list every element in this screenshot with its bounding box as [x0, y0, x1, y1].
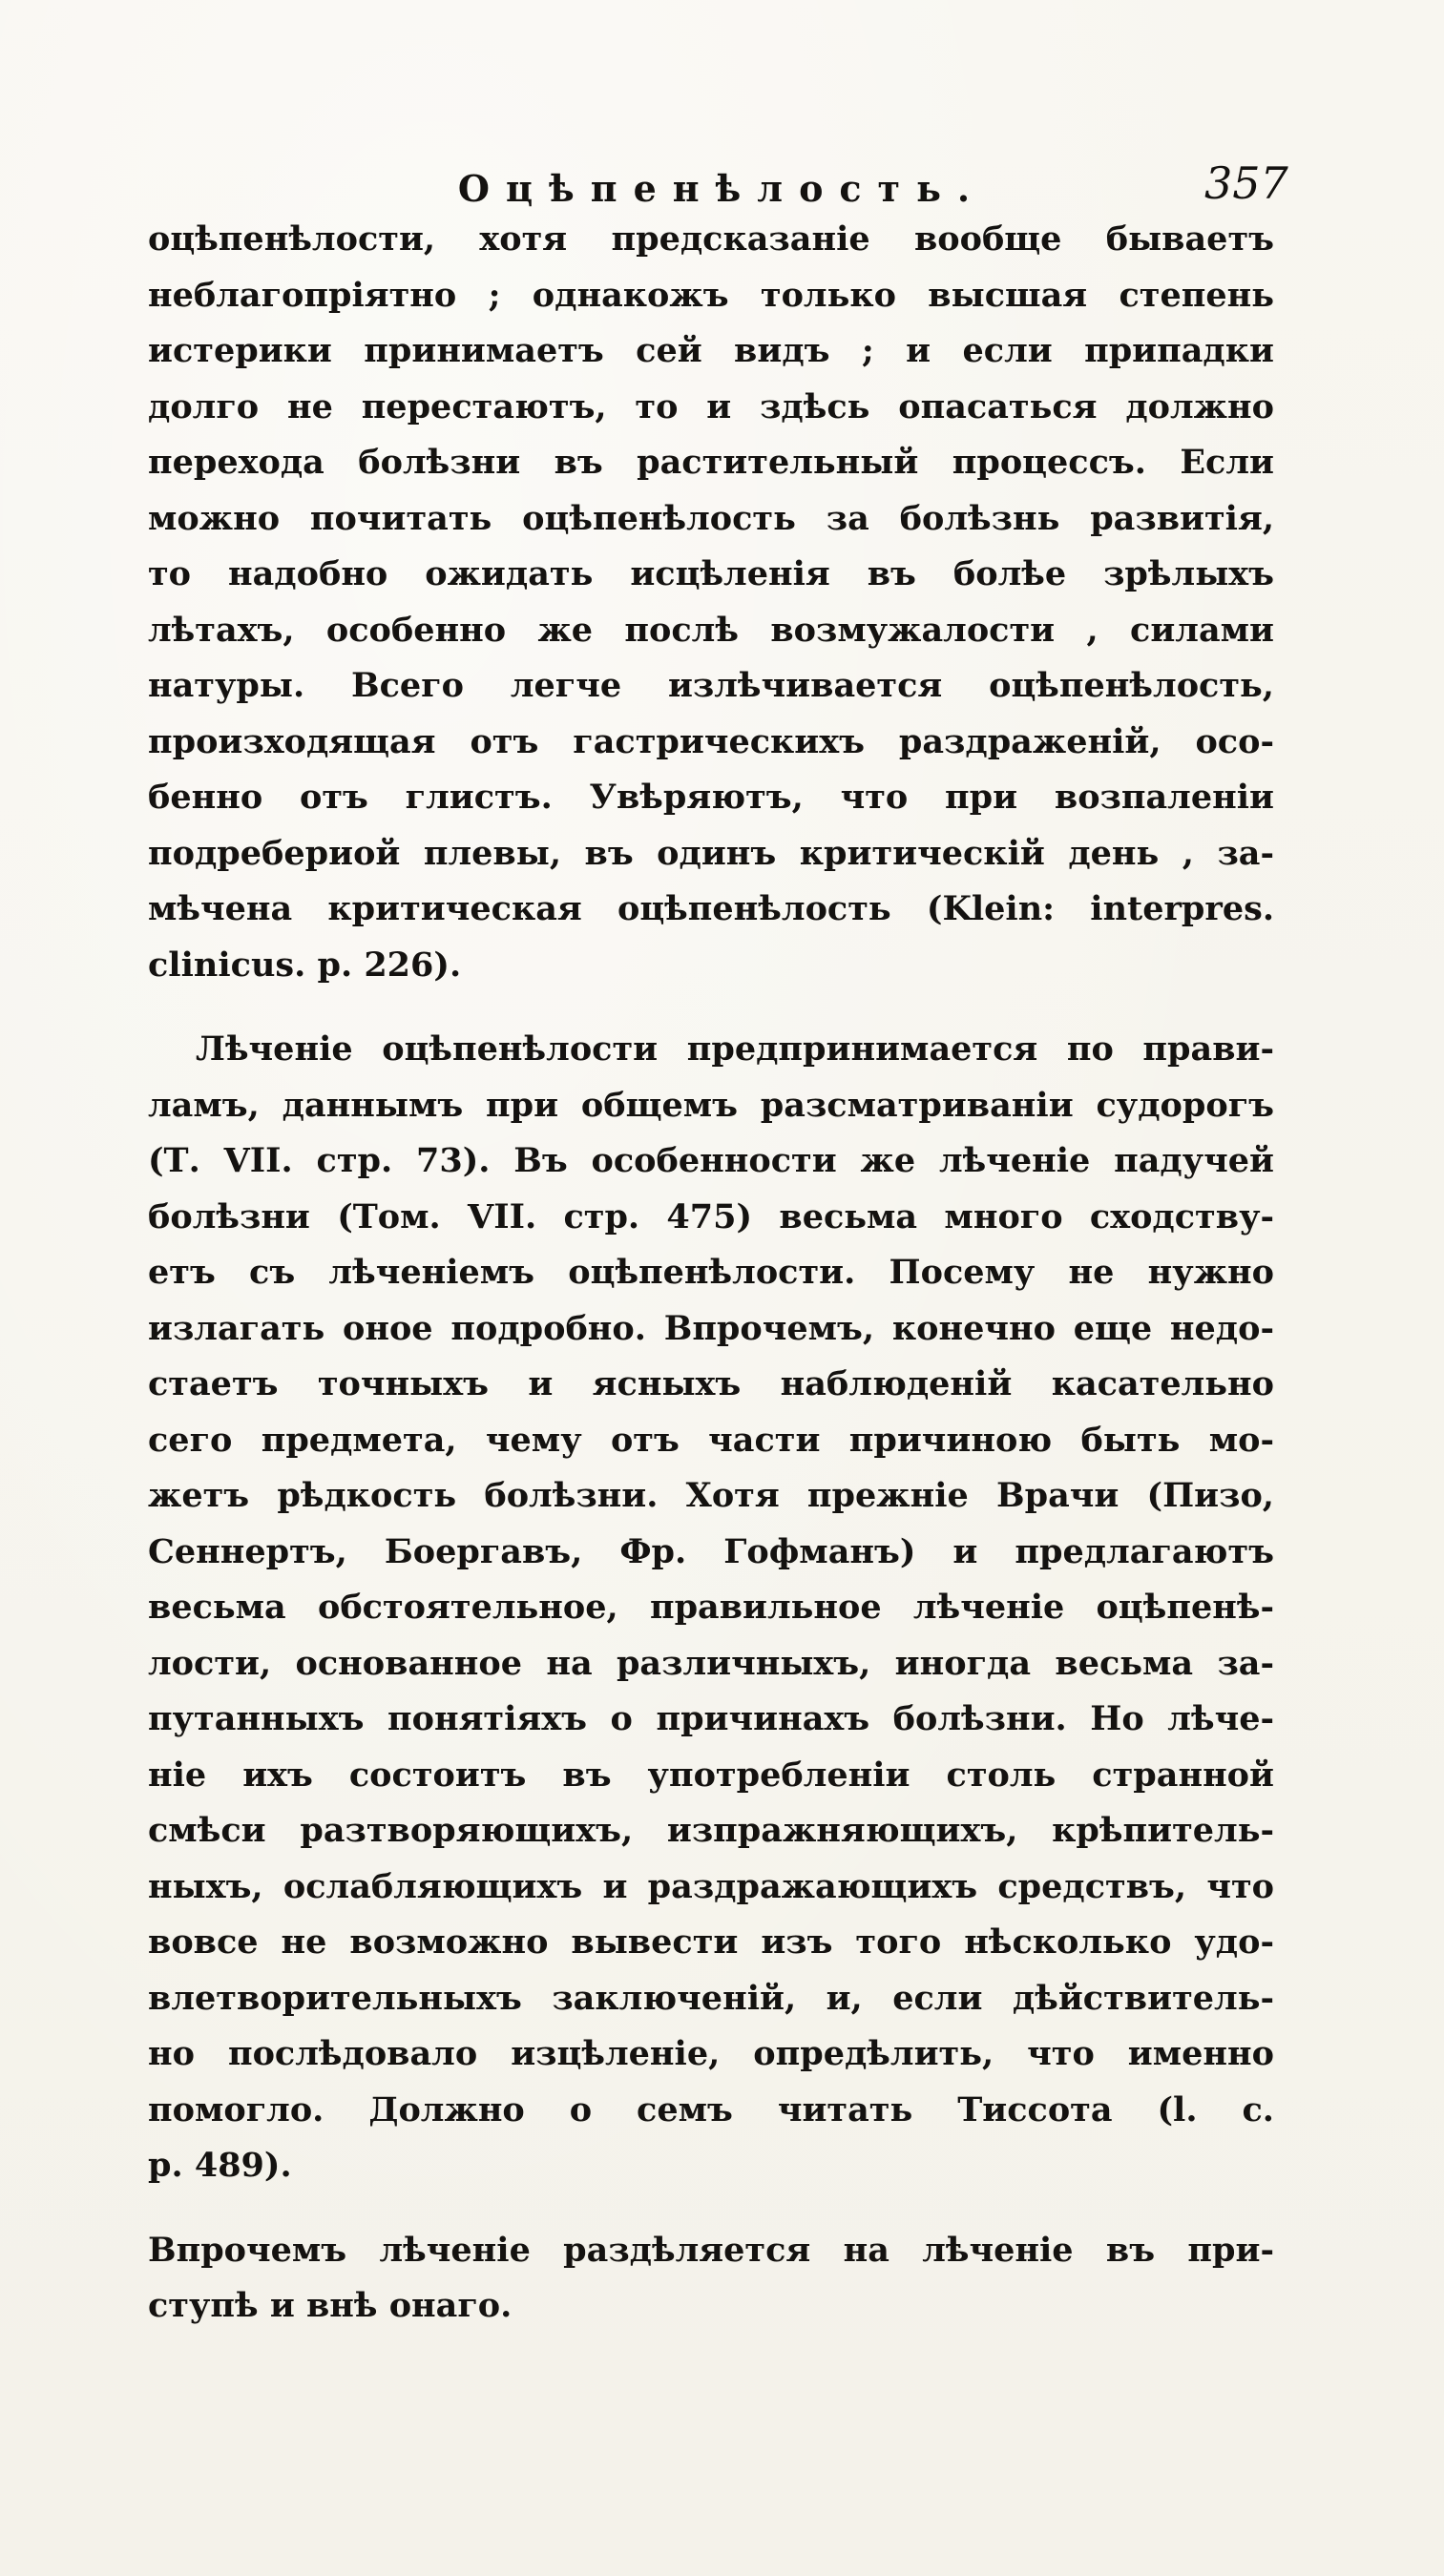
- text-line: clinicus. p. 226).: [148, 945, 462, 985]
- text-block: [148, 212, 1274, 2335]
- text-line: мѣчена критическая оцѣпенѣлость (Klein: interpres.: [148, 889, 1274, 928]
- running-title: Оцѣпенѣлость.: [457, 167, 987, 210]
- text-line: но послѣдовало изцѣленіе, опредѣлить, что именно: [148, 2034, 1274, 2073]
- text-line: жетъ рѣдкость болѣзни. Хотя прежніе Врачи (Пизо,: [148, 1476, 1274, 1515]
- text-line: излагать оное подробно. Впрочемъ, конечно еще недо-: [148, 1308, 1274, 1348]
- text-line: подребериой плевы, въ одинъ критическій день , за-: [148, 833, 1274, 873]
- text-line: то надобно ожидать исцѣленія въ болѣе зрѣлыхъ: [148, 554, 1274, 593]
- text-line: влетворительныхъ заключеній, и, если дѣйствитель-: [148, 1978, 1274, 2018]
- text-line: лѣтахъ, особенно же послѣ возмужалости , силами: [148, 610, 1274, 650]
- text-line: стаетъ точныхъ и ясныхъ наблюденій касательно: [148, 1364, 1274, 1403]
- text-line: смѣси разтворяющихъ, изпражняющихъ, крѣпитель-: [148, 1811, 1274, 1850]
- text-line: бенно отъ глистъ. Увѣряютъ, что при возпаленіи: [148, 778, 1274, 817]
- page-number: 357: [1204, 157, 1288, 209]
- text-line: помогло. Должно о семъ читать Тиссота (l. c.: [148, 2089, 1274, 2129]
- paragraph-prognosis: [148, 212, 1274, 993]
- text-line: долго не перестаютъ, то и здѣсь опасаться должно: [148, 386, 1274, 426]
- text-line: сего предмета, чему отъ части причиною быть мо-: [148, 1420, 1274, 1460]
- text-line: Сеннертъ, Боергавъ, Фр. Гофманъ) и предлагаютъ: [148, 1531, 1274, 1571]
- text-line: перехода болѣзни въ растительный процессъ. Если: [148, 443, 1274, 482]
- paragraph-gap: [148, 993, 1274, 1022]
- text-line: вовсе не возможно вывести изъ того нѣсколько удо-: [148, 1922, 1274, 1962]
- paragraph-gap: [148, 2194, 1274, 2223]
- text-line: путанныхъ понятіяхъ о причинахъ болѣзни. Но лѣче-: [148, 1699, 1274, 1738]
- running-head: [0, 157, 1444, 218]
- text-line: оцѣпенѣлости, хотя предсказаніе вообще бываетъ: [148, 219, 1274, 259]
- text-line: можно почитать оцѣпенѣлость за болѣзнь развитія,: [148, 498, 1274, 538]
- text-line: ныхъ, ослабляющихъ и раздражающихъ средствъ, что: [148, 1866, 1274, 1906]
- text-line: лости, основанное на различныхъ, иногда весьма за-: [148, 1643, 1274, 1683]
- paragraph-treatment: [148, 1022, 1274, 2194]
- paragraph-division: [148, 2223, 1274, 2335]
- text-line: неблагопріятно ; однакожъ только высшая степень: [148, 275, 1274, 315]
- text-line: весьма обстоятельное, правильное лѣченіе оцѣпенѣ-: [148, 1588, 1274, 1627]
- text-line: Лѣченіе оцѣпенѣлости предпринимается по прави-: [196, 1029, 1274, 1069]
- text-line: истерики принимаетъ сей видъ ; и если припадки: [148, 331, 1274, 370]
- text-line: етъ съ лѣченіемъ оцѣпенѣлости. Посему не нужно: [148, 1253, 1274, 1292]
- text-line: ступѣ и внѣ онаго.: [148, 2286, 513, 2325]
- text-line: p. 489).: [148, 2146, 292, 2185]
- text-line: ламъ, даннымъ при общемъ разсматриваніи судорогъ: [148, 1085, 1274, 1125]
- text-line: (Т. VII. стр. 73). Въ особенности же лѣченіе падучей: [148, 1141, 1274, 1180]
- text-line: Впрочемъ лѣченіе раздѣляется на лѣченіе въ при-: [148, 2230, 1274, 2270]
- text-line: ніе ихъ состоитъ въ употребленіи столь странной: [148, 1755, 1274, 1795]
- text-line: натуры. Всего легче излѣчивается оцѣпенѣлость,: [148, 666, 1274, 705]
- text-line: болѣзни (Том. VII. стр. 475) весьма много сходству-: [148, 1196, 1274, 1236]
- text-line: произходящая отъ гастрическихъ раздраженій, осо-: [148, 721, 1274, 761]
